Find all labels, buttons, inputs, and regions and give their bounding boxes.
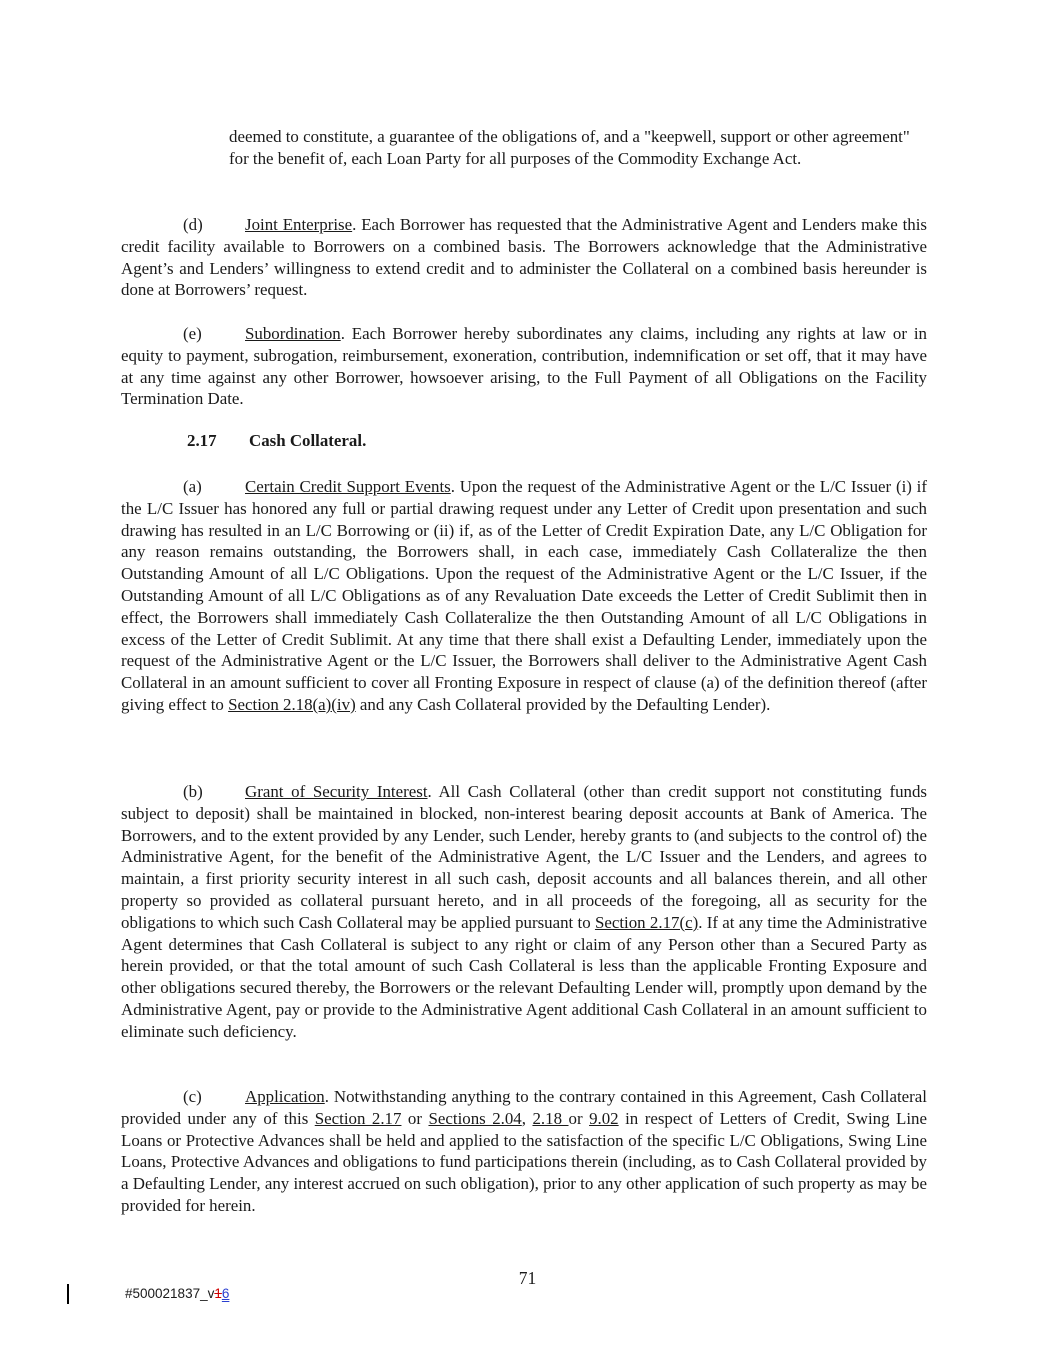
- paragraph-b: [121, 781, 927, 1043]
- paragraph-e: [121, 323, 927, 410]
- paragraph-b-title: Grant of Security Interest: [245, 782, 428, 801]
- section-heading: [187, 430, 366, 452]
- document-id: [125, 1285, 229, 1303]
- paragraph-c-text-2: or: [401, 1108, 429, 1128]
- paragraph-b-text-2: . If at any time the Administrative Agent determines that Cash Collateral is subject to any right or claim of any Person other than a Secured Party as herein provided, or that the total amount of such Cash Collateral is less than the applicable Fronting Exposure and other obligations secured thereby, the Borrowers or the relevant Defaulting Lender will, promptly upon demand by the Administrative Agent, pay or provide to the Administrative Agent additional Cash Collateral in an amount sufficient to eliminate such deficiency.: [121, 912, 927, 1041]
- paragraph-c: [121, 1086, 927, 1217]
- paragraph-a-text-2: and any Cash Collateral provided by the Defaulting Lender).: [355, 694, 771, 714]
- section-reference-link: Section 2.17: [314, 1108, 402, 1128]
- section-reference-link: Sections 2.04: [428, 1108, 522, 1128]
- paragraph-a-label: (a): [183, 477, 202, 496]
- paragraph-a-title: Certain Credit Support Events: [245, 477, 451, 496]
- paragraph-c-label: (c): [183, 1087, 202, 1106]
- continuation-paragraph: [229, 126, 930, 170]
- paragraph-e-label: (e): [183, 324, 202, 343]
- paragraph-c-text-1: . Notwithstanding anything to the contrary contained in this Agreement, Cash Collateral provided under any of this: [121, 1087, 927, 1128]
- paragraph-d-label: (d): [183, 215, 203, 234]
- paragraph-b-label: (b): [183, 782, 203, 801]
- paragraph-c-text-5: in respect of Letters of Credit, Swing Line Loans or Protective Advances shall be held and applied to the satisfaction of the specific L/C Obligations, Swing Line Loans, Protective Advances and obligations to fund participations therein (including, as to Cash Collateral provided by a Defaulting Lender, any interest accrued on such obligation), prior to any other application of such property as may be provided for herein.: [121, 1108, 927, 1215]
- revision-change-bar: [67, 1284, 69, 1304]
- paragraph-c-title: Application: [245, 1087, 325, 1106]
- section-reference-link: 2.18: [532, 1108, 569, 1128]
- paragraph-c-text-3: ,: [521, 1108, 533, 1128]
- section-title: Cash Collateral.: [249, 431, 367, 450]
- document-id-deleted-version: 1: [214, 1286, 222, 1301]
- continuation-text: deemed to constitute, a guarantee of the obligations of, and a "keepwell, support or other agreement" for the benefit of, each Loan Party for all purposes of the Commodity Exchange Act.: [229, 127, 910, 168]
- paragraph-d-text: . Each Borrower has requested that the Administrative Agent and Lenders make this credit facility available to Borrowers on a combined basis. The Borrowers acknowledge that the Administrative Agent’s and Lenders’ willingness to extend credit and to administer the Collateral on a combined basis hereunder is done at Borrowers’ request.: [121, 215, 927, 300]
- section-reference-link: Section 2.17(c): [594, 912, 699, 932]
- section-number: 2.17: [187, 431, 217, 450]
- paragraph-c-text-4: or: [568, 1108, 590, 1128]
- paragraph-e-text: . Each Borrower hereby subordinates any claims, including any rights at law or in equity to payment, subrogation, reimbursement, exoneration, contribution, indemnification or set off, that it may have at any time against any other Borrower, howsoever arising, to the Full Payment of all Obligations on the Facility Termination Date.: [121, 324, 927, 409]
- section-reference-link: 9.02: [589, 1108, 619, 1128]
- page-number: 71: [518, 1268, 537, 1288]
- document-id-inserted-version: 6: [221, 1286, 230, 1301]
- paragraph-b-text-1: . All Cash Collateral (other than credit support not constituting funds subject to deposit) shall be maintained in blocked, non-interest bearing deposit accounts at Bank of America. The Borrowers, and to the extent provided by any Lender, such Lender, hereby grants to (and subjects to the control of) the Administrative Agent, for the benefit of the Administrative Agent, the L/C Issuer and the Lenders, and agrees to maintain, a first priority security interest in all such cash, deposit accounts and all balances therein, and all other property so provided as collateral pursuant hereto, and in all proceeds of the foregoing, all as security for the obligations to which such Cash Collateral may be applied pursuant to: [121, 782, 927, 932]
- paragraph-a: [121, 476, 927, 716]
- paragraph-a-text-1: . Upon the request of the Administrative Agent or the L/C Issuer (i) if the L/C Issuer has honored any full or partial drawing request under any Letter of Credit upon presentation and such drawing has resulted in an L/C Borrowing or (ii) if, as of the Letter of Credit Expiration Date, any L/C Obligation for any reason remains outstanding, the Borrowers shall, in each case, immediately Cash Collateralize the then Outstanding Amount of all L/C Obligations. Upon the request of the Administrative Agent or the L/C Issuer, if the Outstanding Amount of all L/C Obligations as of any Revaluation Date exceeds the Letter of Credit Sublimit then in effect, the Borrowers shall immediately Cash Collateralize the then Outstanding Amount of all L/C Obligations in excess of the Letter of Credit Sublimit. At any time that there shall exist a Defaulting Lender, immediately upon the request of the Administrative Agent or the L/C Issuer, the Borrowers shall deliver to the Administrative Agent Cash Collateral in an amount sufficient to cover all Fronting Exposure in respect of clause (a) of the definition thereof (after giving effect to: [121, 477, 927, 714]
- paragraph-d: [121, 214, 927, 301]
- section-reference-link: Section 2.18(a)(iv): [228, 694, 356, 714]
- document-id-prefix: #500021837_v: [125, 1286, 215, 1301]
- paragraph-d-title: Joint Enterprise: [245, 215, 353, 234]
- paragraph-e-title: Subordination: [245, 324, 341, 343]
